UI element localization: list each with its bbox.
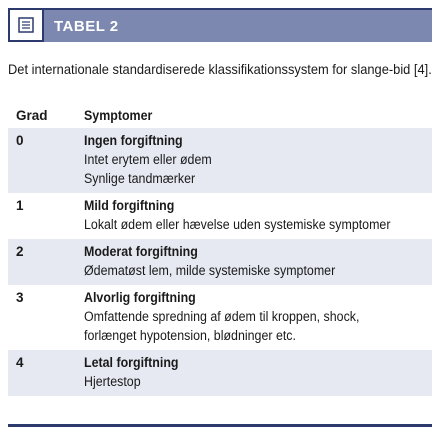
- table-header-row: [8, 106, 432, 128]
- symptom-line: forlænget hypotension, blødninger etc.: [84, 328, 296, 343]
- table-row: [8, 350, 432, 396]
- column-header-grade: Grad: [16, 108, 48, 123]
- bottom-divider: [8, 424, 432, 427]
- table-title: TABEL 2: [54, 17, 119, 35]
- grade-cell: 3: [16, 290, 24, 305]
- header-bar: [44, 8, 432, 42]
- table-row: [8, 239, 432, 285]
- table-row: [8, 128, 432, 193]
- symptom-cell: [84, 196, 440, 234]
- symptom-cell: [84, 353, 440, 391]
- column-header-symptoms: Symptomer: [84, 108, 153, 123]
- symptom-cell: [84, 131, 440, 188]
- symptom-line: Hjertestop: [84, 374, 141, 389]
- symptom-cell: [84, 242, 440, 280]
- symptom-line: Ødematøst lem, milde systemiske symptomer: [84, 263, 336, 278]
- symptom-line: Omfattende spredning af ødem til kroppen, shock,: [84, 309, 360, 324]
- classification-table: [8, 106, 432, 396]
- symptom-line: Synlige tandmærker: [84, 171, 196, 186]
- symptom-line: Lokalt ødem eller hævelse uden systemiske symptomer: [84, 217, 391, 232]
- grade-cell: 4: [16, 355, 24, 370]
- table-icon: [8, 8, 44, 42]
- grade-cell: 1: [16, 198, 24, 213]
- symptom-title: Ingen forgiftning: [84, 133, 183, 148]
- table-header: [8, 8, 432, 42]
- symptom-title: Alvorlig forgiftning: [84, 290, 196, 305]
- table-row: [8, 285, 432, 350]
- symptom-cell: [84, 288, 440, 345]
- grade-cell: 0: [16, 133, 24, 148]
- symptom-title: Letal forgiftning: [84, 355, 179, 370]
- symptom-line: Intet erytem eller ødem: [84, 152, 212, 167]
- symptom-title: Moderat forgiftning: [84, 244, 198, 259]
- table-caption: Det internationale standardiserede klassifikationssystem for slange-bid [4].: [8, 61, 432, 77]
- table-row: [8, 193, 432, 239]
- symptom-title: Mild forgiftning: [84, 198, 175, 213]
- grade-cell: 2: [16, 244, 24, 259]
